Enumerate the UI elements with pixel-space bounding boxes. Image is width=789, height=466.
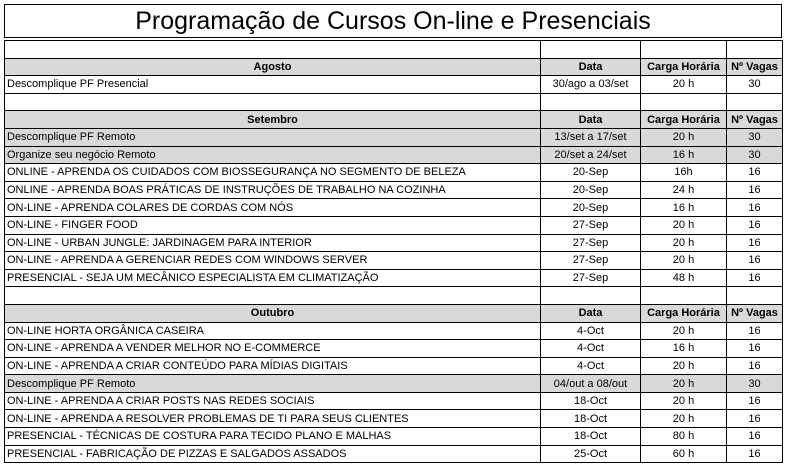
- course-seats: 16: [727, 392, 783, 410]
- course-seats: 30: [727, 76, 783, 94]
- course-date: 27-Sep: [541, 252, 641, 270]
- course-name: ON-LINE - APRENDA A CRIAR POSTS NAS REDES SOCIAIS: [5, 392, 541, 410]
- column-header-data: Data: [541, 304, 641, 322]
- month-name: Agosto: [5, 58, 541, 76]
- course-date: 4-Oct: [541, 357, 641, 375]
- course-name: Descomplique PF Remoto: [5, 375, 541, 393]
- empty-cell: [727, 41, 783, 59]
- course-date: 18-Oct: [541, 410, 641, 428]
- course-hours: 20 h: [641, 234, 727, 252]
- course-name: PRESENCIAL - FABRICAÇÃO DE PIZZAS E SALGADOS ASSADOS: [5, 445, 541, 463]
- course-date: 27-Sep: [541, 216, 641, 234]
- course-row: [5, 392, 783, 410]
- course-hours: 80 h: [641, 428, 727, 446]
- course-hours: 24 h: [641, 181, 727, 199]
- course-seats: 16: [727, 428, 783, 446]
- course-date: 18-Oct: [541, 428, 641, 446]
- empty-cell: [727, 93, 783, 111]
- course-row: [5, 269, 783, 287]
- course-hours: 20 h: [641, 252, 727, 270]
- course-seats: 16: [727, 269, 783, 287]
- course-seats: 16: [727, 252, 783, 270]
- course-name: ON-LINE HORTA ORGÂNICA CASEIRA: [5, 322, 541, 340]
- course-name: ON-LINE - APRENDA COLARES DE CORDAS COM NÓS: [5, 199, 541, 217]
- month-name: Outubro: [5, 304, 541, 322]
- course-row: [5, 234, 783, 252]
- column-header-vagas: Nº Vagas: [727, 58, 783, 76]
- course-seats: 16: [727, 216, 783, 234]
- course-row: [5, 375, 783, 393]
- course-seats: 16: [727, 199, 783, 217]
- course-name: Descomplique PF Remoto: [5, 128, 541, 146]
- month-header-row: [5, 111, 783, 129]
- course-row: [5, 445, 783, 463]
- course-seats: 16: [727, 181, 783, 199]
- empty-cell: [541, 287, 641, 305]
- course-seats: 16: [727, 322, 783, 340]
- empty-cell: [5, 41, 541, 59]
- course-seats: 16: [727, 164, 783, 182]
- course-hours: 16 h: [641, 340, 727, 358]
- course-name: PRESENCIAL - SEJA UM MECÂNICO ESPECIALISTA EM CLIMATIZAÇÃO: [5, 269, 541, 287]
- course-row: [5, 76, 783, 94]
- course-date: 27-Sep: [541, 234, 641, 252]
- course-row: [5, 128, 783, 146]
- course-name: ONLINE - APRENDA OS CUIDADOS COM BIOSSEGURANÇA NO SEGMENTO DE BELEZA: [5, 164, 541, 182]
- course-row: [5, 199, 783, 217]
- course-hours: 60 h: [641, 445, 727, 463]
- course-row: [5, 252, 783, 270]
- month-header-row: [5, 304, 783, 322]
- course-hours: 20 h: [641, 410, 727, 428]
- course-schedule-table: [4, 40, 783, 463]
- column-header-carga: Carga Horária: [641, 58, 727, 76]
- month-name: Setembro: [5, 111, 541, 129]
- course-row: [5, 340, 783, 358]
- spacer-row: [5, 93, 783, 111]
- course-hours: 20 h: [641, 216, 727, 234]
- course-date: 13/set a 17/set: [541, 128, 641, 146]
- course-schedule-body: [5, 41, 783, 463]
- course-hours: 16 h: [641, 146, 727, 164]
- empty-cell: [641, 41, 727, 59]
- empty-cell: [5, 287, 541, 305]
- spacer-row: [5, 41, 783, 59]
- course-date: 25-Oct: [541, 445, 641, 463]
- course-date: 20/set a 24/set: [541, 146, 641, 164]
- course-date: 18-Oct: [541, 392, 641, 410]
- course-seats: 16: [727, 410, 783, 428]
- empty-cell: [727, 287, 783, 305]
- empty-cell: [641, 287, 727, 305]
- course-seats: 30: [727, 146, 783, 164]
- course-date: 4-Oct: [541, 340, 641, 358]
- course-date: 30/ago a 03/set: [541, 76, 641, 94]
- column-header-carga: Carga Horária: [641, 304, 727, 322]
- column-header-data: Data: [541, 111, 641, 129]
- course-name: PRESENCIAL - TÉCNICAS DE COSTURA PARA TECIDO PLANO E MALHAS: [5, 428, 541, 446]
- column-header-data: Data: [541, 58, 641, 76]
- course-name: ON-LINE - APRENDA A RESOLVER PROBLEMAS DE TI PARA SEUS CLIENTES: [5, 410, 541, 428]
- course-hours: 48 h: [641, 269, 727, 287]
- course-name: Descomplique PF Presencial: [5, 76, 541, 94]
- page-title: Programação de Cursos On-line e Presenciais: [4, 4, 782, 38]
- course-seats: 16: [727, 340, 783, 358]
- course-row: [5, 322, 783, 340]
- course-date: 27-Sep: [541, 269, 641, 287]
- empty-cell: [5, 93, 541, 111]
- course-date: 20-Sep: [541, 199, 641, 217]
- course-hours: 16h: [641, 164, 727, 182]
- course-hours: 20 h: [641, 392, 727, 410]
- course-seats: 16: [727, 445, 783, 463]
- course-seats: 30: [727, 128, 783, 146]
- course-row: [5, 216, 783, 234]
- course-name: ON-LINE - FINGER FOOD: [5, 216, 541, 234]
- empty-cell: [641, 93, 727, 111]
- course-name: ON-LINE - URBAN JUNGLE: JARDINAGEM PARA INTERIOR: [5, 234, 541, 252]
- course-hours: 16 h: [641, 199, 727, 217]
- course-seats: 16: [727, 234, 783, 252]
- course-name: ON-LINE - APRENDA A CRIAR CONTEÚDO PARA MÍDIAS DIGITAIS: [5, 357, 541, 375]
- course-name: Organize seu negócio Remoto: [5, 146, 541, 164]
- course-hours: 20 h: [641, 322, 727, 340]
- course-date: 20-Sep: [541, 164, 641, 182]
- column-header-carga: Carga Horária: [641, 111, 727, 129]
- course-name: ON-LINE - APRENDA A GERENCIAR REDES COM WINDOWS SERVER: [5, 252, 541, 270]
- course-row: [5, 181, 783, 199]
- column-header-vagas: Nº Vagas: [727, 111, 783, 129]
- course-hours: 20 h: [641, 375, 727, 393]
- course-row: [5, 357, 783, 375]
- course-date: 20-Sep: [541, 181, 641, 199]
- course-hours: 20 h: [641, 128, 727, 146]
- empty-cell: [541, 41, 641, 59]
- course-hours: 20 h: [641, 76, 727, 94]
- course-row: [5, 164, 783, 182]
- course-row: [5, 410, 783, 428]
- course-row: [5, 428, 783, 446]
- course-name: ONLINE - APRENDA BOAS PRÁTICAS DE INSTRUÇÕES DE TRABALHO NA COZINHA: [5, 181, 541, 199]
- course-date: 4-Oct: [541, 322, 641, 340]
- column-header-vagas: Nº Vagas: [727, 304, 783, 322]
- course-row: [5, 146, 783, 164]
- empty-cell: [541, 93, 641, 111]
- course-name: ON-LINE - APRENDA A VENDER MELHOR NO E-COMMERCE: [5, 340, 541, 358]
- course-hours: 20 h: [641, 357, 727, 375]
- course-date: 04/out a 08/out: [541, 375, 641, 393]
- month-header-row: [5, 58, 783, 76]
- spacer-row: [5, 287, 783, 305]
- course-seats: 16: [727, 357, 783, 375]
- course-seats: 30: [727, 375, 783, 393]
